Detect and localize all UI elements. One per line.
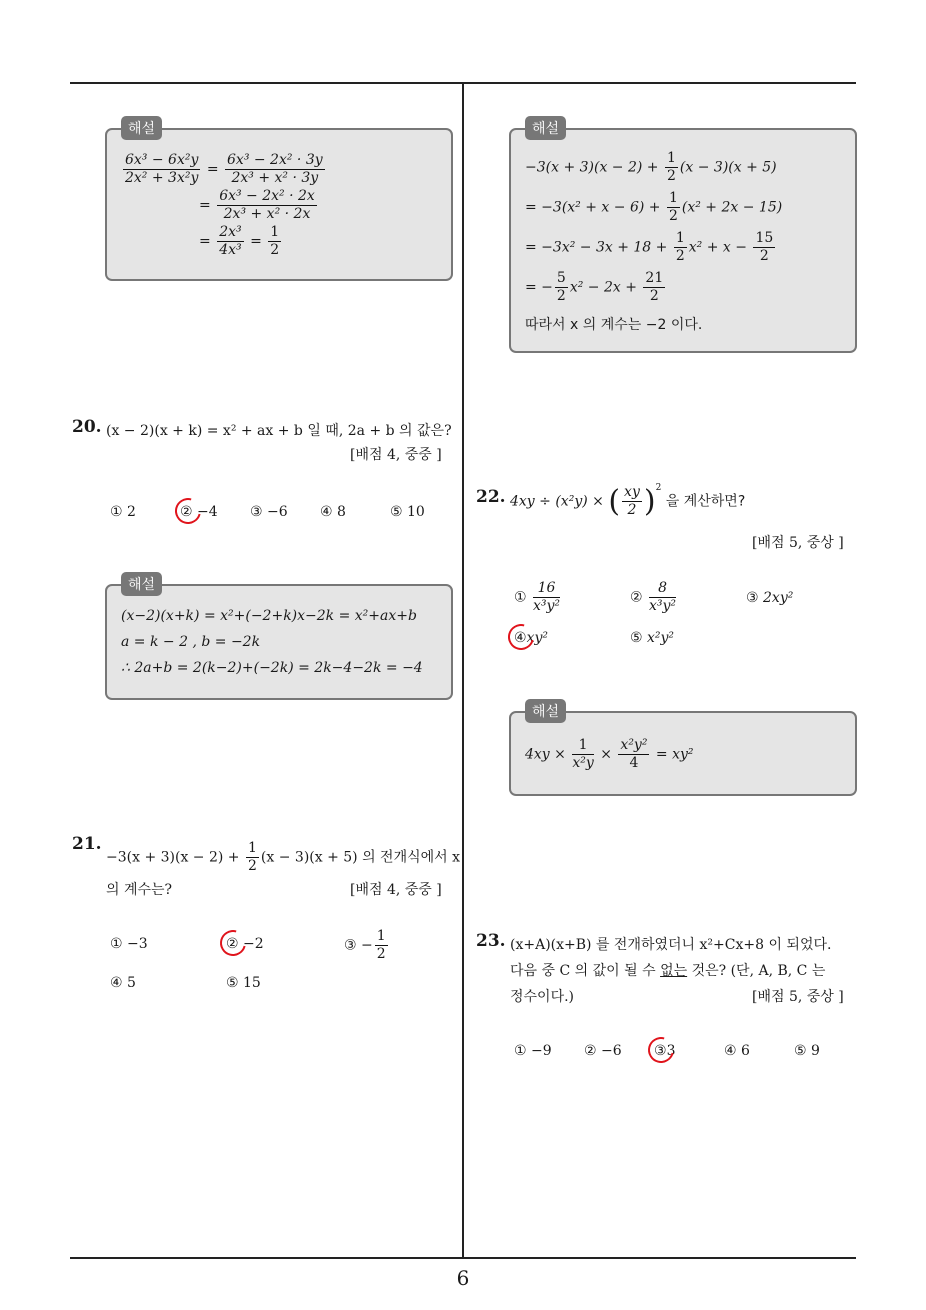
option-2[interactable]: ② −6	[584, 1043, 622, 1059]
answer-mark	[643, 1032, 679, 1068]
solution-tag: 해설	[121, 572, 162, 596]
option-1[interactable]: ① $\frac{16}{\text{x³y²}}$	[514, 580, 561, 614]
option-1[interactable]: ① −9	[514, 1043, 552, 1059]
option-4[interactable]: ④ 8	[320, 504, 346, 520]
answer-mark	[503, 619, 539, 655]
option-2[interactable]: ② −4	[180, 504, 218, 520]
solution-line: = $\frac{\text{2x³}}{\text{4x³}}$ = $\frac{1}{2}$	[199, 224, 280, 258]
solution-line: 4xy × $\frac{1}{\text{x²y}}$ × $\frac{\text{x²y²}}{4}$ = xy²	[525, 737, 694, 771]
solution-box-20	[105, 577, 453, 700]
page-number: 6	[456, 1266, 470, 1290]
option-5[interactable]: ⑤ 9	[794, 1043, 820, 1059]
solution-conclusion: 따라서 x 의 계수는 −2 이다.	[525, 317, 703, 333]
option-2[interactable]: ② −2	[226, 936, 264, 952]
answer-mark	[170, 493, 206, 529]
question-number: 22.	[476, 487, 506, 507]
question-text-cont: 다음 중 C 의 값이 될 수 없는 것은? (단, A, B, C 는	[510, 963, 826, 979]
option-5[interactable]: ⑤ 10	[390, 504, 425, 520]
column-divider	[462, 84, 464, 1258]
solution-line: = − $\frac{5}{2}$ x² − 2x + $\frac{21}{2}$	[525, 270, 664, 304]
option-3[interactable]: ③ −6	[250, 504, 288, 520]
question-number: 23.	[476, 931, 506, 951]
option-5[interactable]: ⑤ 15	[226, 975, 261, 991]
answer-mark	[215, 925, 251, 961]
question-number: 21.	[72, 834, 102, 854]
option-3[interactable]: ③ 2xy²	[746, 590, 794, 606]
option-1[interactable]: ① −3	[110, 936, 148, 952]
option-5[interactable]: ⑤ x²y²	[630, 630, 675, 646]
question-text: (x+A)(x+B) 를 전개하였더니 x²+Cx+8 이 되었다.	[510, 937, 832, 953]
question-text-cont: 의 계수는?	[106, 882, 173, 898]
solution-tag: 해설	[525, 699, 566, 723]
question-number: 20.	[72, 417, 102, 437]
solution-tag: 해설	[121, 116, 162, 140]
option-1[interactable]: ① 2	[110, 504, 136, 520]
question-text: 4xy ÷ (x²y) × ( $\frac{xy}{2}$ )$^2$ 을 계산하면?	[510, 482, 746, 519]
question-text: −3(x + 3)(x − 2) + $\frac{1}{2}$ (x − 3)(x + 5) 의 전개식에서 x	[106, 840, 461, 874]
option-4[interactable]: ④xy²	[514, 630, 548, 646]
question-score: [배점 5, 중상 ]	[752, 989, 844, 1005]
solution-box-21	[509, 121, 857, 353]
solution-line: (x−2)(x+k) = x²+(−2+k)x−2k = x²+ax+b	[121, 608, 417, 624]
question-score: [배점 4, 중중 ]	[350, 882, 442, 898]
solution-tag: 해설	[525, 116, 566, 140]
solution-line: = $\frac{\text{6x³ − 2x² · 2x}}{\text{2x³ + x² · 2x}}$	[199, 188, 315, 222]
option-3[interactable]: ③3	[654, 1043, 676, 1059]
question-text-cont: 정수이다.)	[510, 989, 575, 1005]
solution-line: = −3x² − 3x + 18 + $\frac{1}{2}$ x² + x − $\frac{15}{2}$	[525, 230, 774, 264]
question-text: (x − 2)(x + k) = x² + ax + b 일 때, 2a + b 의 값은?	[106, 423, 452, 439]
solution-line: $\frac{\text{6x³ − 6x²y}}{\text{2x² + 3x²y}}$ = $\frac{\text{6x³ − 2x² · 3y}}{\text{2x³ + x² · 3y}}$	[125, 152, 323, 186]
solution-line: a = k − 2 , b = −2k	[121, 634, 261, 650]
option-3[interactable]: ③ − $\frac{1}{2}$	[344, 928, 386, 962]
question-score: [배점 5, 중상 ]	[752, 535, 844, 551]
solution-line: ∴ 2a+b = 2(k−2)+(−2k) = 2k−4−2k = −4	[121, 660, 423, 676]
option-4[interactable]: ④ 5	[110, 975, 136, 991]
solution-box-19	[105, 121, 453, 281]
question-score: [배점 4, 중중 ]	[350, 447, 442, 463]
solution-box-22	[509, 704, 857, 796]
solution-line: −3(x + 3)(x − 2) + $\frac{1}{2}$ (x − 3)(x + 5)	[525, 150, 777, 184]
solution-line: = −3(x² + x − 6) + $\frac{1}{2}$ (x² + 2x − 15)	[525, 190, 783, 224]
option-2[interactable]: ② $\frac{8}{\text{x³y²}}$	[630, 580, 677, 614]
option-4[interactable]: ④ 6	[724, 1043, 750, 1059]
